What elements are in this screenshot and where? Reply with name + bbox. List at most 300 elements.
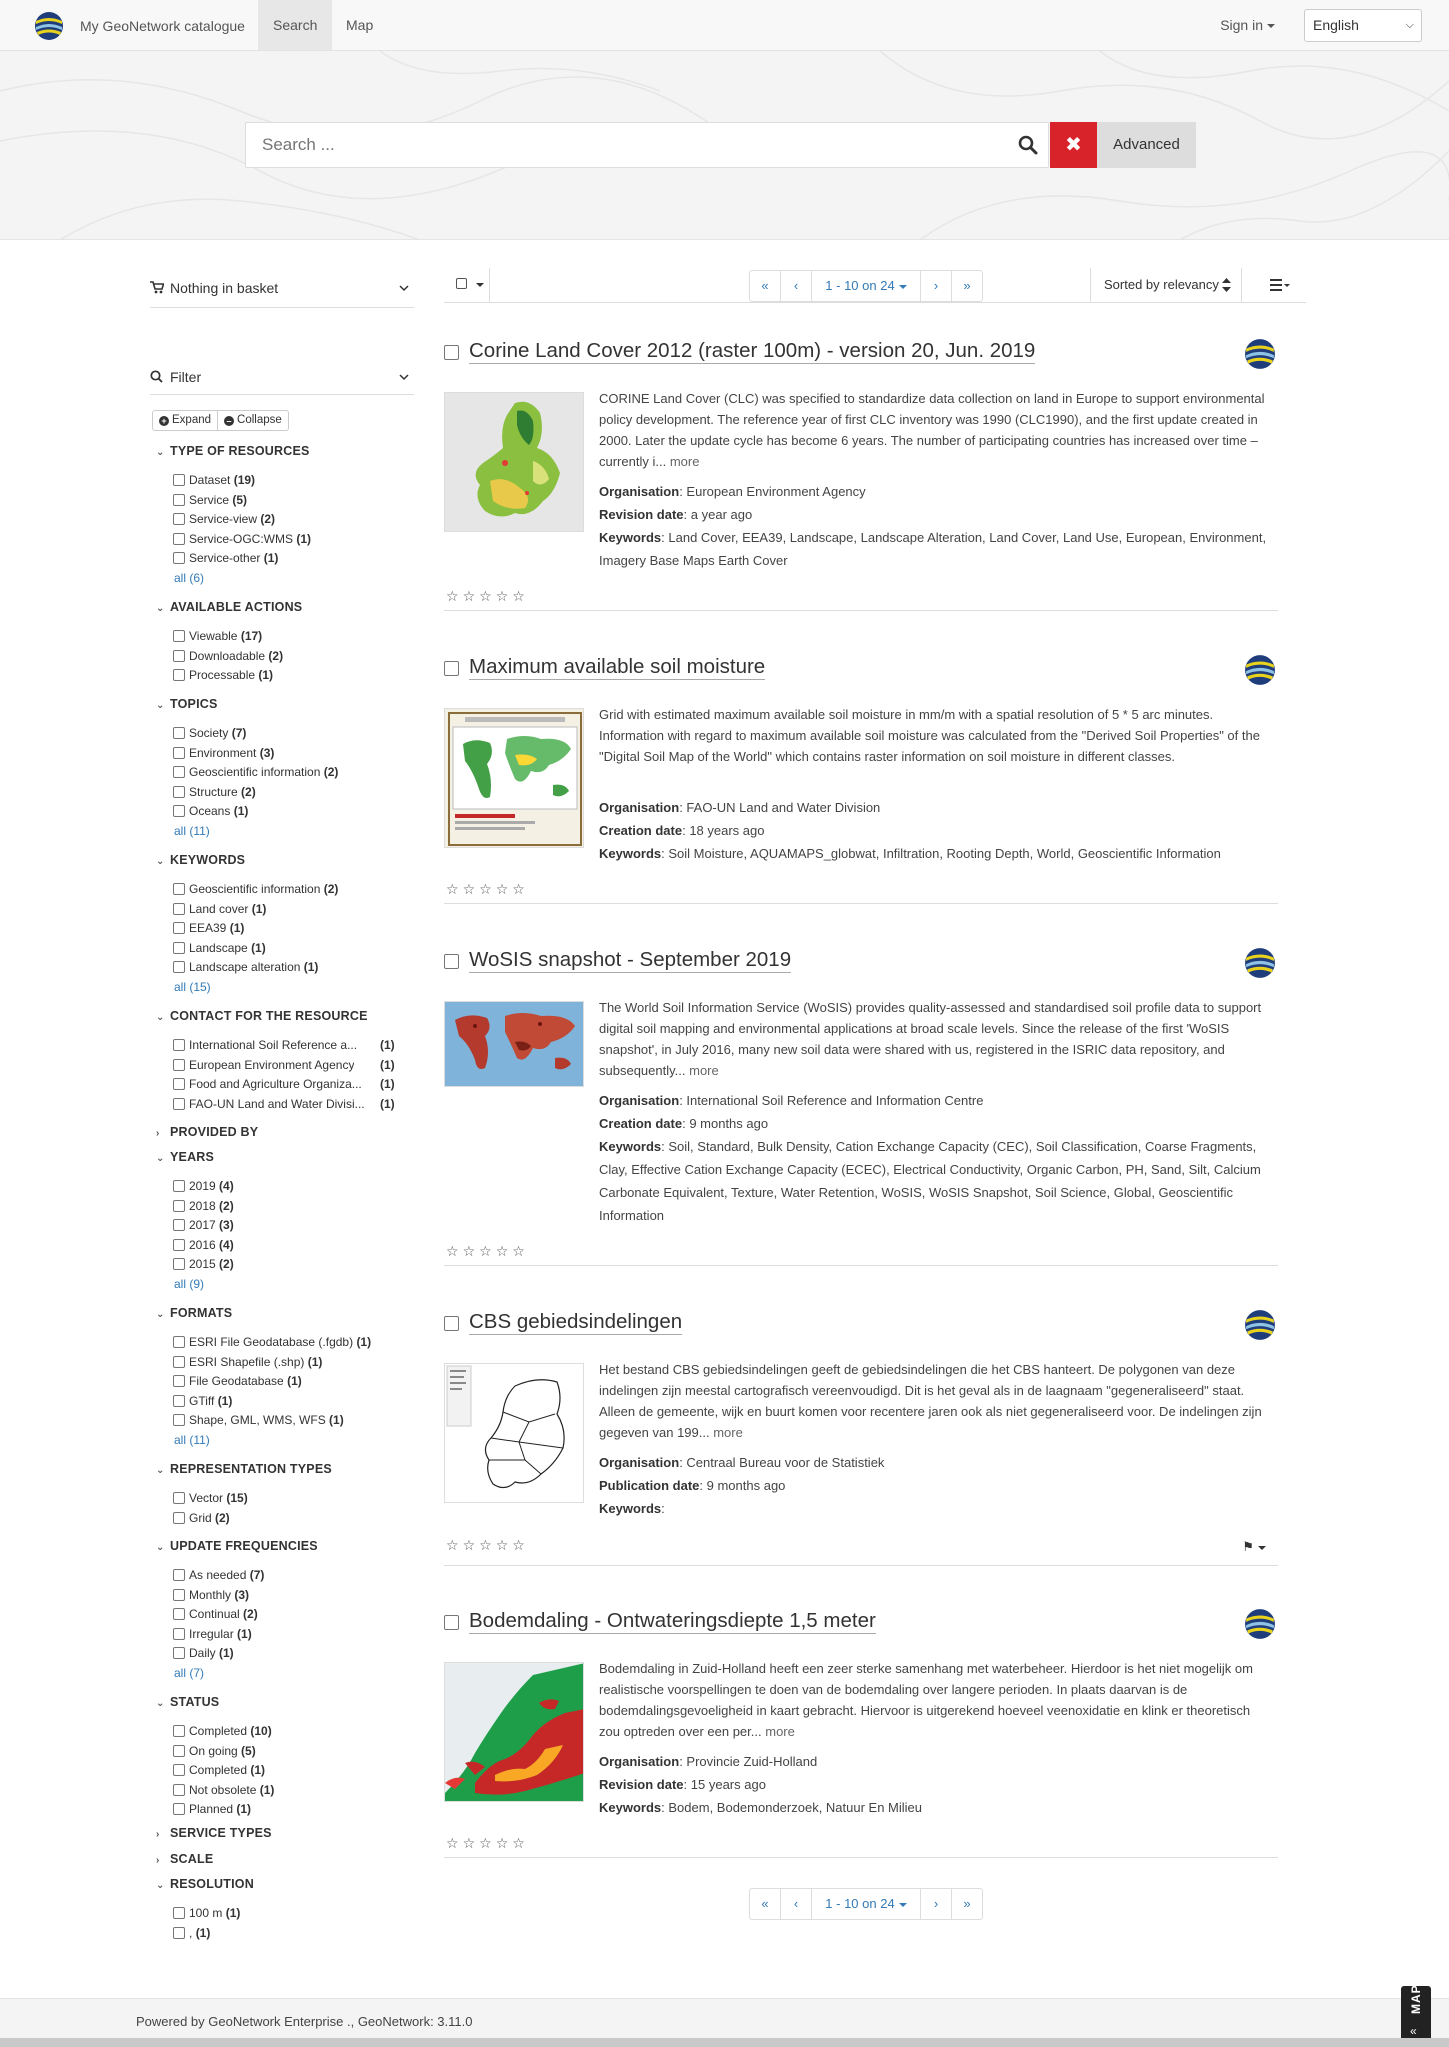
expand-label: Expand [172,414,212,426]
facet-checkbox[interactable] [173,1180,185,1192]
star-icon[interactable]: ☆ [462,1243,480,1259]
facet-option-count: (1) [303,960,319,975]
star-icon[interactable]: ☆ [446,1835,463,1851]
facet-option-count: (1) [329,1413,344,1428]
facet-option-count: (4) [219,1237,234,1252]
organisation-label: Organisation [599,484,680,499]
result-meta [599,1750,1279,1819]
rating-stars[interactable] [446,1835,529,1852]
facet-checkbox[interactable] [173,552,185,564]
facet-option[interactable] [173,785,256,799]
star-icon[interactable]: ☆ [446,881,463,897]
facet-checkbox[interactable] [173,630,185,642]
facet-checkbox[interactable] [173,1258,185,1270]
facet-checkbox[interactable] [173,1492,185,1504]
facet-checkbox[interactable] [173,1647,185,1659]
facet-option-count: (10) [250,1724,272,1738]
facet-option-count: (1) [296,531,312,546]
facet-checkbox[interactable] [173,1219,185,1231]
facet-option-label: File Geodatabase [189,1374,284,1389]
keywords-row: Keywords: [599,1501,665,1516]
rating-stars[interactable] [446,1537,529,1554]
organisation-value: European Environment Agency [686,484,866,499]
result-checkbox[interactable] [444,1615,459,1630]
facet-checkbox[interactable] [173,1059,185,1071]
facet-option[interactable] [173,902,266,916]
catalogue-logo-icon [1244,654,1276,686]
sort-label: Sorted by relevancy [1104,277,1219,292]
zuid-holland-subsidence-thumbnail [445,1663,584,1802]
star-icon[interactable]: ☆ [495,881,513,897]
facet-option-label: EEA39 [189,921,227,936]
facet-option-label: ESRI File Geodatabase (.fgdb) [189,1335,354,1349]
prev-page-button[interactable]: ‹ [780,270,812,302]
facet-header[interactable] [156,1462,332,1476]
rating-stars[interactable] [446,588,529,605]
chevron-right-icon: › [156,1855,160,1866]
caret-down-icon [1267,24,1275,28]
facet-header[interactable] [156,444,310,458]
star-icon[interactable]: ☆ [512,588,529,604]
facet-option[interactable] [173,1077,395,1092]
facet-title: REPRESENTATION TYPES [170,1462,332,1476]
facet-option-label: Irregular [189,1626,234,1641]
facet-option[interactable] [173,649,283,663]
facet-checkbox[interactable] [173,766,185,778]
facet-header[interactable] [156,1877,254,1891]
organisation-label: Organisation [599,1093,680,1108]
facet-title: STATUS [170,1695,220,1709]
facet-checkbox[interactable] [173,1608,185,1620]
facet-option[interactable] [173,1511,230,1525]
catalogue-logo-icon [1244,338,1276,370]
facet-checkbox[interactable] [173,1725,185,1737]
facet-option-label: European Environment Agency [189,1057,355,1072]
facet-option[interactable] [173,1802,251,1816]
result-thumbnail[interactable] [444,1363,584,1503]
result-title[interactable]: Corine Land Cover 2012 (raster 100m) - version 20, Jun. 2019 [469,339,1036,362]
date-row: Revision date: 15 years ago [599,1777,766,1792]
star-icon[interactable]: ☆ [512,1835,529,1851]
facet-option[interactable] [173,1744,256,1758]
geonetwork-logo-icon [34,11,64,41]
date-label: Revision date [599,507,684,522]
star-icon[interactable]: ☆ [479,1537,496,1553]
facet-option[interactable] [173,1179,234,1193]
facet-checkbox[interactable] [173,1395,185,1407]
facet-option[interactable] [173,746,274,760]
caret-down-icon [1258,1546,1266,1550]
facet-option[interactable] [173,1413,344,1427]
facet-show-all-link[interactable]: all (9) [174,1277,205,1291]
facet-title: PROVIDED BY [170,1125,259,1139]
facet-checkbox[interactable] [173,1589,185,1601]
facet-option-label: 2015 [189,1257,216,1272]
last-page-button[interactable]: » [951,1888,983,1920]
facet-option[interactable] [173,1783,274,1797]
organisation-value: Centraal Bureau voor de Statistiek [686,1455,885,1470]
chevron-right-icon: › [156,1128,160,1139]
more-link[interactable]: more [765,1724,795,1739]
layout-dropdown[interactable] [1262,268,1302,302]
facet-option-count: (1) [251,901,267,916]
caret-down-icon [899,1903,907,1907]
facet-option-count: (1) [229,921,245,936]
chevron-down-icon: ⌄ [156,856,165,867]
facet-option[interactable] [173,1491,248,1505]
europe-landcover-thumbnail [445,393,584,532]
facet-checkbox[interactable] [173,494,185,506]
facet-option-count: (1) [380,1077,395,1092]
star-icon[interactable]: ☆ [479,588,496,604]
facet-checkbox[interactable] [173,1764,185,1776]
facet-header[interactable] [156,1306,232,1320]
facet-checkbox[interactable] [173,1512,185,1524]
organisation-value: Provincie Zuid-Holland [686,1754,818,1769]
catalogue-logo-icon [1244,1309,1276,1341]
facet-show-all-link[interactable]: all (11) [174,824,210,838]
facet-header[interactable] [156,697,218,711]
chevron-down-icon: ⌄ [156,1880,165,1891]
facet-option[interactable] [173,1646,234,1660]
facet-checkbox[interactable] [173,1375,185,1387]
facet-option-count: (7) [249,1568,265,1582]
keywords-value: Land Cover, EEA39, Landscape, Landscape Alteration, Land Cover, Land Use, European, Environment, Imagery Base Maps Earth Cover [599,530,1267,568]
keywords-row: Keywords: Soil Moisture, AQUAMAPS_globwat, Infiltration, Rooting Depth, World, Geoscientific Information [599,846,1221,861]
facet-option[interactable] [173,1199,234,1213]
world-soil-map-thumbnail [445,1002,584,1087]
facet-checkbox[interactable] [173,1200,185,1212]
result-card [444,1301,1278,1566]
facet-checkbox[interactable] [173,1803,185,1815]
facet-checkbox[interactable] [173,474,185,486]
facet-option-count: (1) [250,1763,266,1778]
star-icon[interactable]: ☆ [462,588,480,604]
facet-option-label: Structure [189,784,238,799]
facet-option-count: (1) [380,1057,395,1072]
facet-checkbox[interactable] [173,1336,185,1348]
facet-option[interactable] [173,1038,395,1052]
page-range-dropdown[interactable] [811,1888,921,1920]
organisation-label: Organisation [599,1754,680,1769]
result-checkbox[interactable] [444,345,459,360]
caret-down-icon [899,285,907,289]
rating-stars[interactable] [446,881,529,898]
more-link[interactable]: more [713,1425,743,1440]
facet-option-count: (1) [233,804,249,819]
facet-checkbox[interactable] [173,669,185,681]
nav-map[interactable]: Map [346,17,374,33]
date-value: 15 years ago [690,1777,766,1792]
keywords-label: Keywords [599,1800,662,1815]
facet-header[interactable] [156,853,245,867]
facet-option-count: (1) [356,1335,372,1349]
clear-search-button[interactable] [1050,122,1097,168]
facet-option-count: (1) [225,1906,241,1920]
star-icon[interactable]: ☆ [479,1243,496,1259]
facet-option[interactable] [173,668,273,682]
more-link[interactable]: more [689,1063,719,1078]
result-checkbox[interactable] [444,954,459,969]
facet-option[interactable] [173,1568,264,1582]
star-icon[interactable]: ☆ [462,1835,480,1851]
facet-option-count: (1) [251,940,266,955]
next-page-button[interactable]: › [920,270,952,302]
facet-option[interactable] [173,629,262,643]
facet-checkbox[interactable] [173,1414,185,1426]
facet-checkbox[interactable] [173,1098,185,1110]
sign-in-menu[interactable] [1220,0,1275,50]
chevron-down-icon: ⌄ [156,1698,165,1709]
facet-checkbox[interactable] [173,1907,185,1919]
facet-option[interactable] [173,532,311,546]
facet-checkbox[interactable] [173,883,185,895]
facet-option[interactable] [173,1096,395,1111]
facet-header[interactable] [156,1695,219,1709]
facet-option[interactable] [173,1057,395,1072]
facet-option[interactable] [173,1627,252,1641]
star-icon[interactable]: ☆ [479,881,496,897]
map-panel-toggle[interactable] [1401,1986,1431,2040]
facet-option[interactable] [173,512,275,526]
facet-option-label: Society [189,726,229,740]
last-page-button[interactable]: » [951,270,983,302]
facet-checkbox[interactable] [173,513,185,525]
keywords-label: Keywords [599,530,662,545]
filter-toggle[interactable] [150,361,414,395]
facet-option-label: Geoscientific information [189,765,321,780]
chevron-down-icon: ⌄ [156,603,165,614]
result-title[interactable]: Bodemdaling - Ontwateringsdiepte 1,5 meter [469,1609,876,1632]
facet-option[interactable] [173,473,255,487]
facet-option-count: (1) [263,551,279,566]
chevron-down-icon: ⌄ [156,700,165,711]
facet-option[interactable] [173,551,278,565]
facet-option[interactable] [173,1588,249,1602]
more-link[interactable]: more [669,454,700,469]
facet-option[interactable] [173,1724,272,1738]
star-icon[interactable]: ☆ [462,1537,480,1553]
facet-option[interactable] [173,1257,234,1271]
facet-option[interactable] [173,941,266,955]
date-value: a year ago [690,507,753,522]
pagination-top [749,270,983,302]
star-icon[interactable]: ☆ [479,1835,496,1851]
search-hero [0,51,1449,240]
facet-option-count: (5) [232,492,248,507]
star-icon[interactable]: ☆ [512,881,529,897]
result-title[interactable]: CBS gebiedsindelingen [469,1310,683,1333]
facet-title: TYPE OF RESOURCES [170,444,310,458]
sort-dropdown[interactable] [1090,268,1242,302]
facet-checkbox[interactable] [173,1356,185,1368]
catalogue-logo-icon [1244,1608,1276,1640]
facet-option-label: Not obsolete [189,1782,257,1797]
facet-option[interactable] [173,1763,265,1777]
navbar [0,0,1449,51]
facet-option[interactable] [173,1335,371,1349]
facet-checkbox[interactable] [173,1569,185,1581]
facet-checkbox[interactable] [173,1927,185,1939]
keywords-row: Keywords: Soil, Standard, Bulk Density, Cation Exchange Capacity (CEC), Soil Classification, Coarse Fragments, Clay, Effective Cation Exchange Capacity (ECEC), Electrical Conductivity, Organic Carbon, PH, Sand, Silt, Calcium Carbonate Equivalent, Texture, Water Retention, WoSIS, WoSIS Snapshot, Soil Science, Global, Geoscientific Information [599,1139,1261,1223]
star-icon[interactable]: ☆ [462,881,480,897]
footer-text: Powered by GeoNetwork Enterprise ., GeoNetwork: 3.11.0 [136,2014,473,2029]
star-icon[interactable]: ☆ [446,1537,463,1553]
language-value: English [1313,17,1359,33]
facet-header[interactable] [156,600,302,614]
star-icon[interactable]: ☆ [512,1537,529,1553]
facet-option-label: Service-other [189,551,261,566]
facet-option-label: Completed [189,1724,248,1738]
facet-option[interactable] [173,921,244,935]
facet-show-all-link[interactable]: all (7) [174,1666,205,1680]
star-icon[interactable]: ☆ [446,1243,463,1259]
facet-title: UPDATE FREQUENCIES [170,1539,318,1553]
next-page-button[interactable]: › [920,1888,952,1920]
result-title[interactable]: Maximum available soil moisture [469,655,766,678]
facet-option-label: 2016 [189,1237,216,1252]
facet-option[interactable] [173,1374,302,1388]
catalogue-logo-icon [1244,947,1276,979]
date-label: Publication date [599,1478,700,1493]
abstract-text: Grid with estimated maximum available soil moisture in mm/m with a spatial resolution of 5 * 5 arc minutes. Information with regard to maximum available soil moisture was calculated from the "Derived Soil Properties" of the "Digital Soil Map of the World" which contains raster information on soil moisture in different classes. [599,707,1260,764]
facet-option[interactable] [173,960,318,974]
facet-show-all-link[interactable]: all (15) [174,980,211,994]
toolbar-divider [444,302,1306,303]
facet-option[interactable] [173,804,248,818]
prev-page-button[interactable]: ‹ [780,1888,812,1920]
facet-checkbox[interactable] [173,942,185,954]
star-icon[interactable]: ☆ [495,588,513,604]
facet-checkbox[interactable] [173,747,185,759]
facet-option-label: Environment [189,745,257,760]
facet-checkbox[interactable] [173,533,185,545]
facet-option-count: (1) [380,1096,395,1111]
date-row: Creation date: 18 years ago [599,823,765,838]
select-all-dropdown[interactable] [444,268,490,302]
facet-show-all-link[interactable]: all (11) [174,1433,210,1447]
facet-checkbox[interactable] [173,1745,185,1757]
language-select[interactable] [1304,9,1422,42]
facet-header[interactable] [156,1539,318,1553]
first-page-button[interactable]: « [749,270,781,302]
star-icon[interactable]: ☆ [446,588,463,604]
facet-header[interactable] [156,1009,368,1023]
facet-checkbox[interactable] [173,961,185,973]
facet-checkbox[interactable] [173,650,185,662]
result-checkbox[interactable] [444,1316,459,1331]
times-icon: ✖ [1065,134,1082,156]
facet-option-label: Grid [189,1510,212,1525]
star-icon[interactable]: ☆ [512,1243,529,1259]
chevron-down-icon: ⌄ [156,1012,165,1023]
page-range-dropdown[interactable] [811,270,921,302]
facet-option[interactable] [173,1926,210,1940]
result-thumbnail[interactable] [444,392,584,532]
facet-checkbox[interactable] [173,1628,185,1640]
rating-stars[interactable] [446,1243,529,1260]
facet-checkbox[interactable] [173,922,185,934]
facet-show-all-link[interactable]: all (6) [174,571,205,585]
horizontal-scrollbar[interactable] [0,2038,1449,2047]
netherlands-regions-thumbnail [445,1364,584,1503]
search-icon[interactable] [1018,135,1038,155]
map-action-dropdown[interactable] [1242,1539,1266,1555]
advanced-search-button[interactable]: Advanced [1097,122,1196,168]
result-thumbnail[interactable] [444,1662,584,1802]
facet-option-count: (15) [226,1491,248,1505]
chevron-down-icon: ⌄ [156,1309,165,1320]
facet-option-count: (3) [234,1587,250,1602]
facet-header[interactable] [156,1852,213,1866]
facet-checkbox[interactable] [173,1039,185,1051]
facet-option-label: Daily [189,1646,216,1661]
facet-checkbox[interactable] [173,1239,185,1251]
facet-option-label: Processable [189,668,256,683]
facet-option[interactable] [173,1607,258,1621]
facet-option-count: (2) [219,1257,234,1272]
facet-option[interactable] [173,1355,322,1369]
facet-option[interactable] [173,493,247,507]
star-icon[interactable]: ☆ [495,1243,513,1259]
facet-option-count: (1) [307,1354,323,1369]
expand-button[interactable] [152,410,218,431]
facet-header[interactable] [156,1125,258,1139]
facet-title: TOPICS [170,697,218,711]
facet-option[interactable] [173,1238,234,1252]
result-checkbox[interactable] [444,661,459,676]
facet-option[interactable] [173,882,338,896]
star-icon[interactable]: ☆ [495,1537,513,1553]
facet-title: AVAILABLE ACTIONS [170,600,303,614]
result-abstract [599,1658,1269,1742]
brand[interactable] [34,11,245,41]
result-meta [599,1451,1279,1520]
result-title[interactable]: WoSIS snapshot - September 2019 [469,948,792,971]
facet-option[interactable] [173,726,246,740]
facet-option-count: (1) [236,1802,252,1817]
facet-option-label: , [189,1925,193,1940]
facet-option[interactable] [173,1906,240,1920]
star-icon[interactable]: ☆ [495,1835,513,1851]
expand-collapse-group [152,410,289,431]
facet-checkbox[interactable] [173,1784,185,1796]
first-page-button[interactable]: « [749,1888,781,1920]
facet-checkbox[interactable] [173,805,185,817]
nav-search[interactable]: Search [258,0,332,50]
facet-option-count: (7) [231,726,247,740]
facet-option-count: (1) [287,1374,302,1389]
date-label: Creation date [599,1116,683,1131]
facet-checkbox[interactable] [173,903,185,915]
result-thumbnail[interactable] [444,708,584,848]
collapse-button[interactable] [218,410,289,431]
facet-checkbox[interactable] [173,786,185,798]
facet-checkbox[interactable] [173,727,185,739]
result-thumbnail[interactable] [444,1001,584,1087]
facet-option[interactable] [173,765,338,779]
basket-toggle[interactable] [150,272,414,308]
facet-option[interactable] [173,1218,234,1232]
facet-header[interactable] [156,1826,272,1840]
facet-checkbox[interactable] [173,1078,185,1090]
facet-option-count: (1) [217,1393,233,1408]
organisation-row: Organisation: Provincie Zuid-Holland [599,1754,818,1769]
facet-option[interactable] [173,1394,232,1408]
search-input[interactable] [246,123,1006,167]
facet-title: YEARS [170,1150,215,1164]
facet-header[interactable] [156,1150,214,1164]
